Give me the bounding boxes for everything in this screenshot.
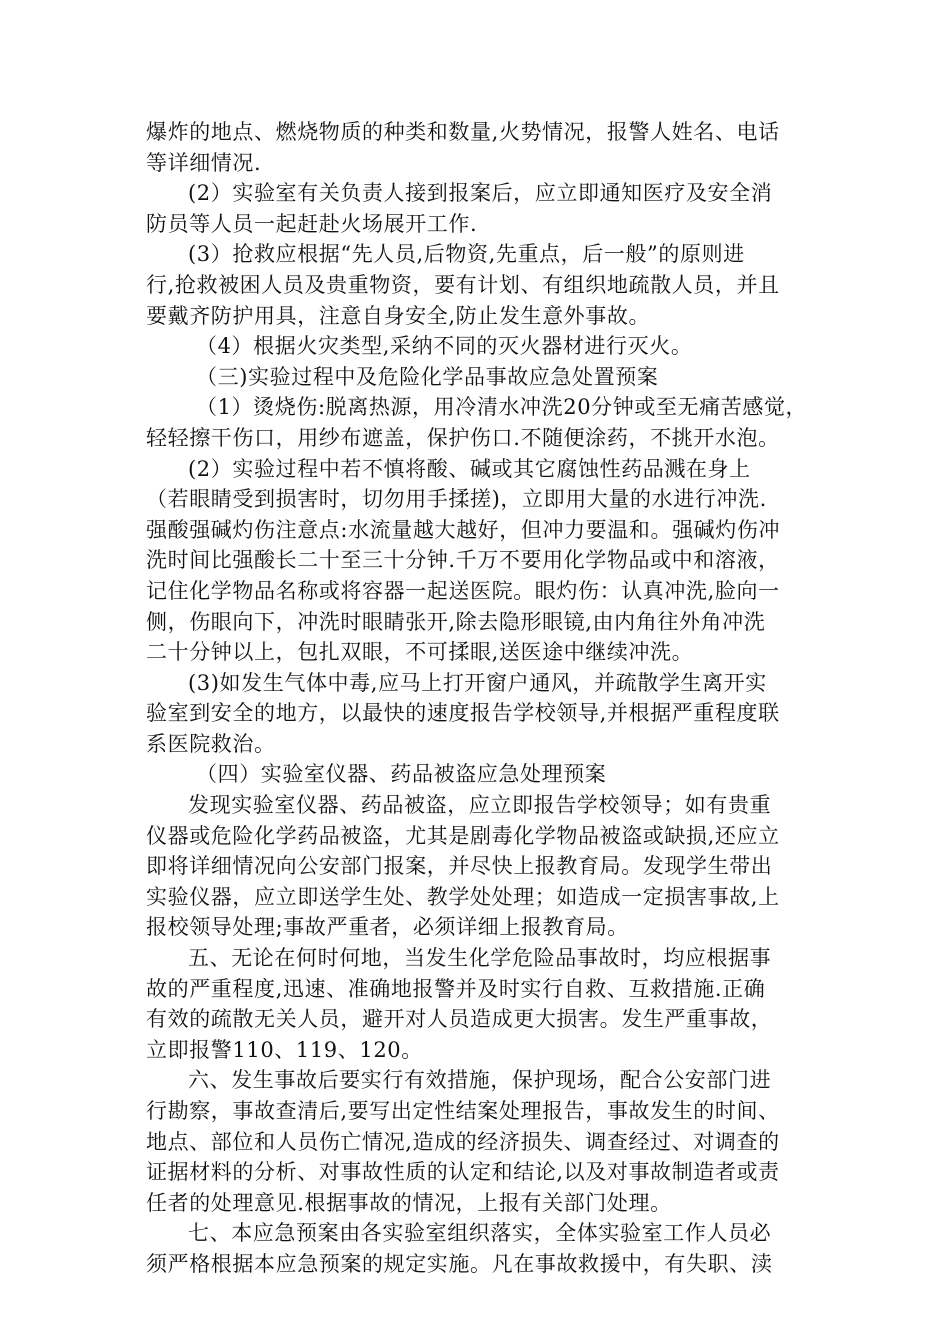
text-line: 仪器或危险化学药品被盗，尤其是剧毒化学物品被盗或缺损,还应立 bbox=[146, 823, 780, 848]
text-line: 行,抢救被困人员及贵重物资，要有计划、有组织地疏散人员，并且 bbox=[146, 272, 780, 297]
text-line: 轻轻擦干伤口，用纱布遮盖，保护伤口.不随便涂药，不挑开水泡。 bbox=[146, 425, 780, 450]
text-line: 要戴齐防护用具，注意自身安全,防止发生意外事故。 bbox=[146, 303, 651, 328]
text-line: 六、发生事故后要实行有效措施，保护现场，配合公安部门进 bbox=[188, 1068, 772, 1093]
text-line: 七、本应急预案由各实验室组织落实，全体实验室工作人员必 bbox=[188, 1221, 772, 1246]
text-line: (3)如发生气体中毒,应马上打开窗户通风，并疏散学生离开实 bbox=[188, 670, 767, 695]
text-line: 行勘察，事故查清后,要写出定性结案处理报告，事故发生的时间、 bbox=[146, 1099, 780, 1123]
text-line: 任者的处理意见.根据事故的情况，上报有关部门处理。 bbox=[146, 1190, 672, 1215]
text-line: (2）实验过程中若不慎将酸、碱或其它腐蚀性药品溅在身上 bbox=[188, 456, 751, 481]
text-line: 实验仪器，应立即送学生处、教学处处理；如造成一定损害事故,上 bbox=[146, 884, 780, 909]
text-line: （1）烫烧伤:脱离热源，用冷清水冲洗20分钟或至无痛苦感觉， bbox=[196, 395, 808, 420]
text-line: 须严格根据本应急预案的规定实施。凡在事故救援中，有失职、渎 bbox=[146, 1251, 773, 1276]
text-line: 证据材料的分析、对事故性质的认定和结论,以及对事故制造者或责 bbox=[146, 1160, 780, 1185]
text-line: (3）抢救应根据“先人员,后物资,先重点，后一般”的原则进 bbox=[188, 242, 745, 267]
text-line: 爆炸的地点、燃烧物质的种类和数量,火势情况，报警人姓名、电话 bbox=[146, 120, 780, 144]
text-line: （三)实验过程中及危险化学品事故应急处置预案 bbox=[196, 364, 659, 389]
text-line: 强酸强碱灼伤注意点:水流量越大越好，但冲力要温和。强碱灼伤冲 bbox=[146, 517, 781, 542]
text-line: 地点、部位和人员伤亡情况,造成的经济损失、调查经过、对调查的 bbox=[146, 1129, 780, 1154]
text-line: 五、无论在何时何地，当发生化学危险品事故时，均应根据事 bbox=[188, 946, 772, 971]
text-line: （四）实验室仪器、药品被盗应急处理预案 bbox=[196, 762, 607, 787]
text-line: 即将详细情况向公安部门报案，并尽快上报教育局。发现学生带出 bbox=[146, 854, 773, 879]
document-body-text bbox=[146, 117, 806, 1280]
text-line: 故的严重程度,迅速、准确地报警并及时实行自救、互救措施.正确 bbox=[146, 976, 766, 1001]
text-line: 防员等人员一起赶赴火场展开工作. bbox=[146, 211, 478, 236]
text-line: 等详细情况. bbox=[146, 150, 262, 175]
text-line: 系医院救治。 bbox=[146, 731, 276, 756]
text-line: 记住化学物品名称或将容器一起送医院。眼灼伤：认真冲洗,脸向一 bbox=[146, 578, 780, 603]
text-line: (2）实验室有关负责人接到报案后，应立即通知医疗及安全消 bbox=[188, 181, 773, 206]
text-line: 侧，伤眼向下，冲洗时眼睛张开,除去隐形眼镜,由内角往外角冲洗 bbox=[146, 609, 766, 634]
text-line: 报校领导处理;事故严重者，必须详细上报教育局。 bbox=[146, 915, 629, 940]
text-line: 发现实验室仪器、药品被盗，应立即报告学校领导；如有贵重 bbox=[188, 793, 772, 818]
text-line: 有效的疏散无关人员，避开对人员造成更大损害。发生严重事故， bbox=[146, 1007, 773, 1032]
text-line: 洗时间比强酸长二十至三十分钟.千万不要用化学物品或中和溶液， bbox=[146, 548, 780, 573]
text-line: 立即报警110、119、120。 bbox=[146, 1037, 423, 1062]
text-line: 二十分钟以上，包扎双眼，不可揉眼,送医途中继续冲洗。 bbox=[146, 640, 694, 665]
text-line: （若眼睛受到损害时，切勿用手揉搓)，立即用大量的水进行冲洗. bbox=[146, 487, 767, 512]
text-line: 验室到安全的地方，以最快的速度报告学校领导,并根据严重程度联 bbox=[146, 701, 780, 726]
text-line: （4）根据火灾类型,采纳不同的灭火器材进行灭火。 bbox=[196, 334, 693, 359]
